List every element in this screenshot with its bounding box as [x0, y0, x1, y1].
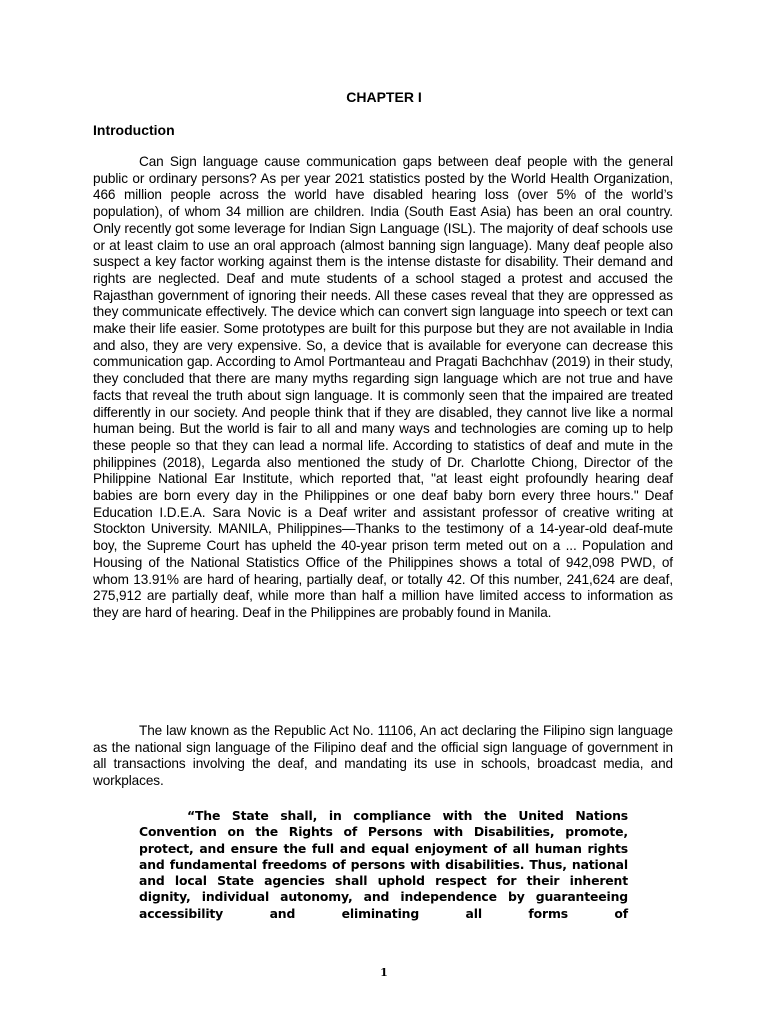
chapter-title: CHAPTER I [346, 89, 422, 105]
page-number: 1 [380, 966, 388, 979]
body-paragraph-2: The law known as the Republic Act No. 11106, An act declaring the Filipino sign language as the national sign language of the Filipino deaf and the official sign language of government in all transactions involving the deaf, and mandating its use in schools, broadcast media, and workplaces. [93, 723, 673, 789]
body-paragraph-1: Can Sign language cause communication gaps between deaf people with the general public or ordinary persons? As per year 2021 statistics posted by the World Health Organization, 466 million people across the world have disabled hearing loss (over 5% of the world’s population), of whom 34 million are children. India (South East Asia) has been an oral country. Only recently got some leverage for Indian Sign Language (ISL). The majority of deaf schools use or at least claim to use an oral approach (almost banning sign language). Many deaf people also suspect a key factor working against them is the intense distaste for disability. Their demand and rights are neglected. Deaf and mute students of a school staged a protest and accused the Rajasthan government of ignoring their needs. All these cases reveal that they are oppressed as they communicate effectively. The device which can convert sign language into speech or text can make their life easier. Some prototypes are built for this purpose but they are not available in India and also, they are very expensive. So, a device that is available for everyone can decrease this communication gap. According to Amol Portmanteau and Pragati Bachchhav (2019) in their study, they concluded that there are many myths regarding sign language which are not true and have facts that reveal the truth about sign language. It is commonly seen that the impaired are treated differently in our society. And people think that if they are disabled, they cannot live like a normal human being. But the world is fair to all and many ways and technologies are coming up to help these people so that they can lead a normal life. According to statistics of deaf and mute in the philippines (2018), Legarda also mentioned the study of Dr. Charlotte Chiong, Director of the Philippine National Ear Institute, which reported that, "at least eight profoundly hearing deaf babies are born every day in the Philippines or one deaf baby born every three hours." Deaf Education I.D.E.A. Sara Novic is a Deaf writer and assistant professor of creative writing at Stockton University. MANILA, Philippines—Thanks to the testimony of a 14-year-old deaf-mute boy, the Supreme Court has upheld the 40-year prison term meted out on a ... Population and Housing of the National Statistics Office of the Philippines shows a total of 942,098 PWD, of whom 13.91% are hard of hearing, partially deaf, or totally 42. Of this number, 241,624 are deaf, 275,912 are partially deaf, while more than half a million have limited access to information as they are hard of hearing. Deaf in the Philippines are probably found in Manila. [93, 154, 673, 620]
block-quote: “The State shall, in compliance with the United Nations Convention on the Rights of Persons with Disabilities, promote, protect, and ensure the full and equal enjoyment of all human rights and fundamental freedoms of persons with disabilities. Thus, national and local State agencies shall uphold respect for their inherent dignity, individual autonomy, and independence by guaranteeing accessibility and eliminating all forms of [139, 808, 628, 921]
section-heading: Introduction [93, 122, 175, 138]
